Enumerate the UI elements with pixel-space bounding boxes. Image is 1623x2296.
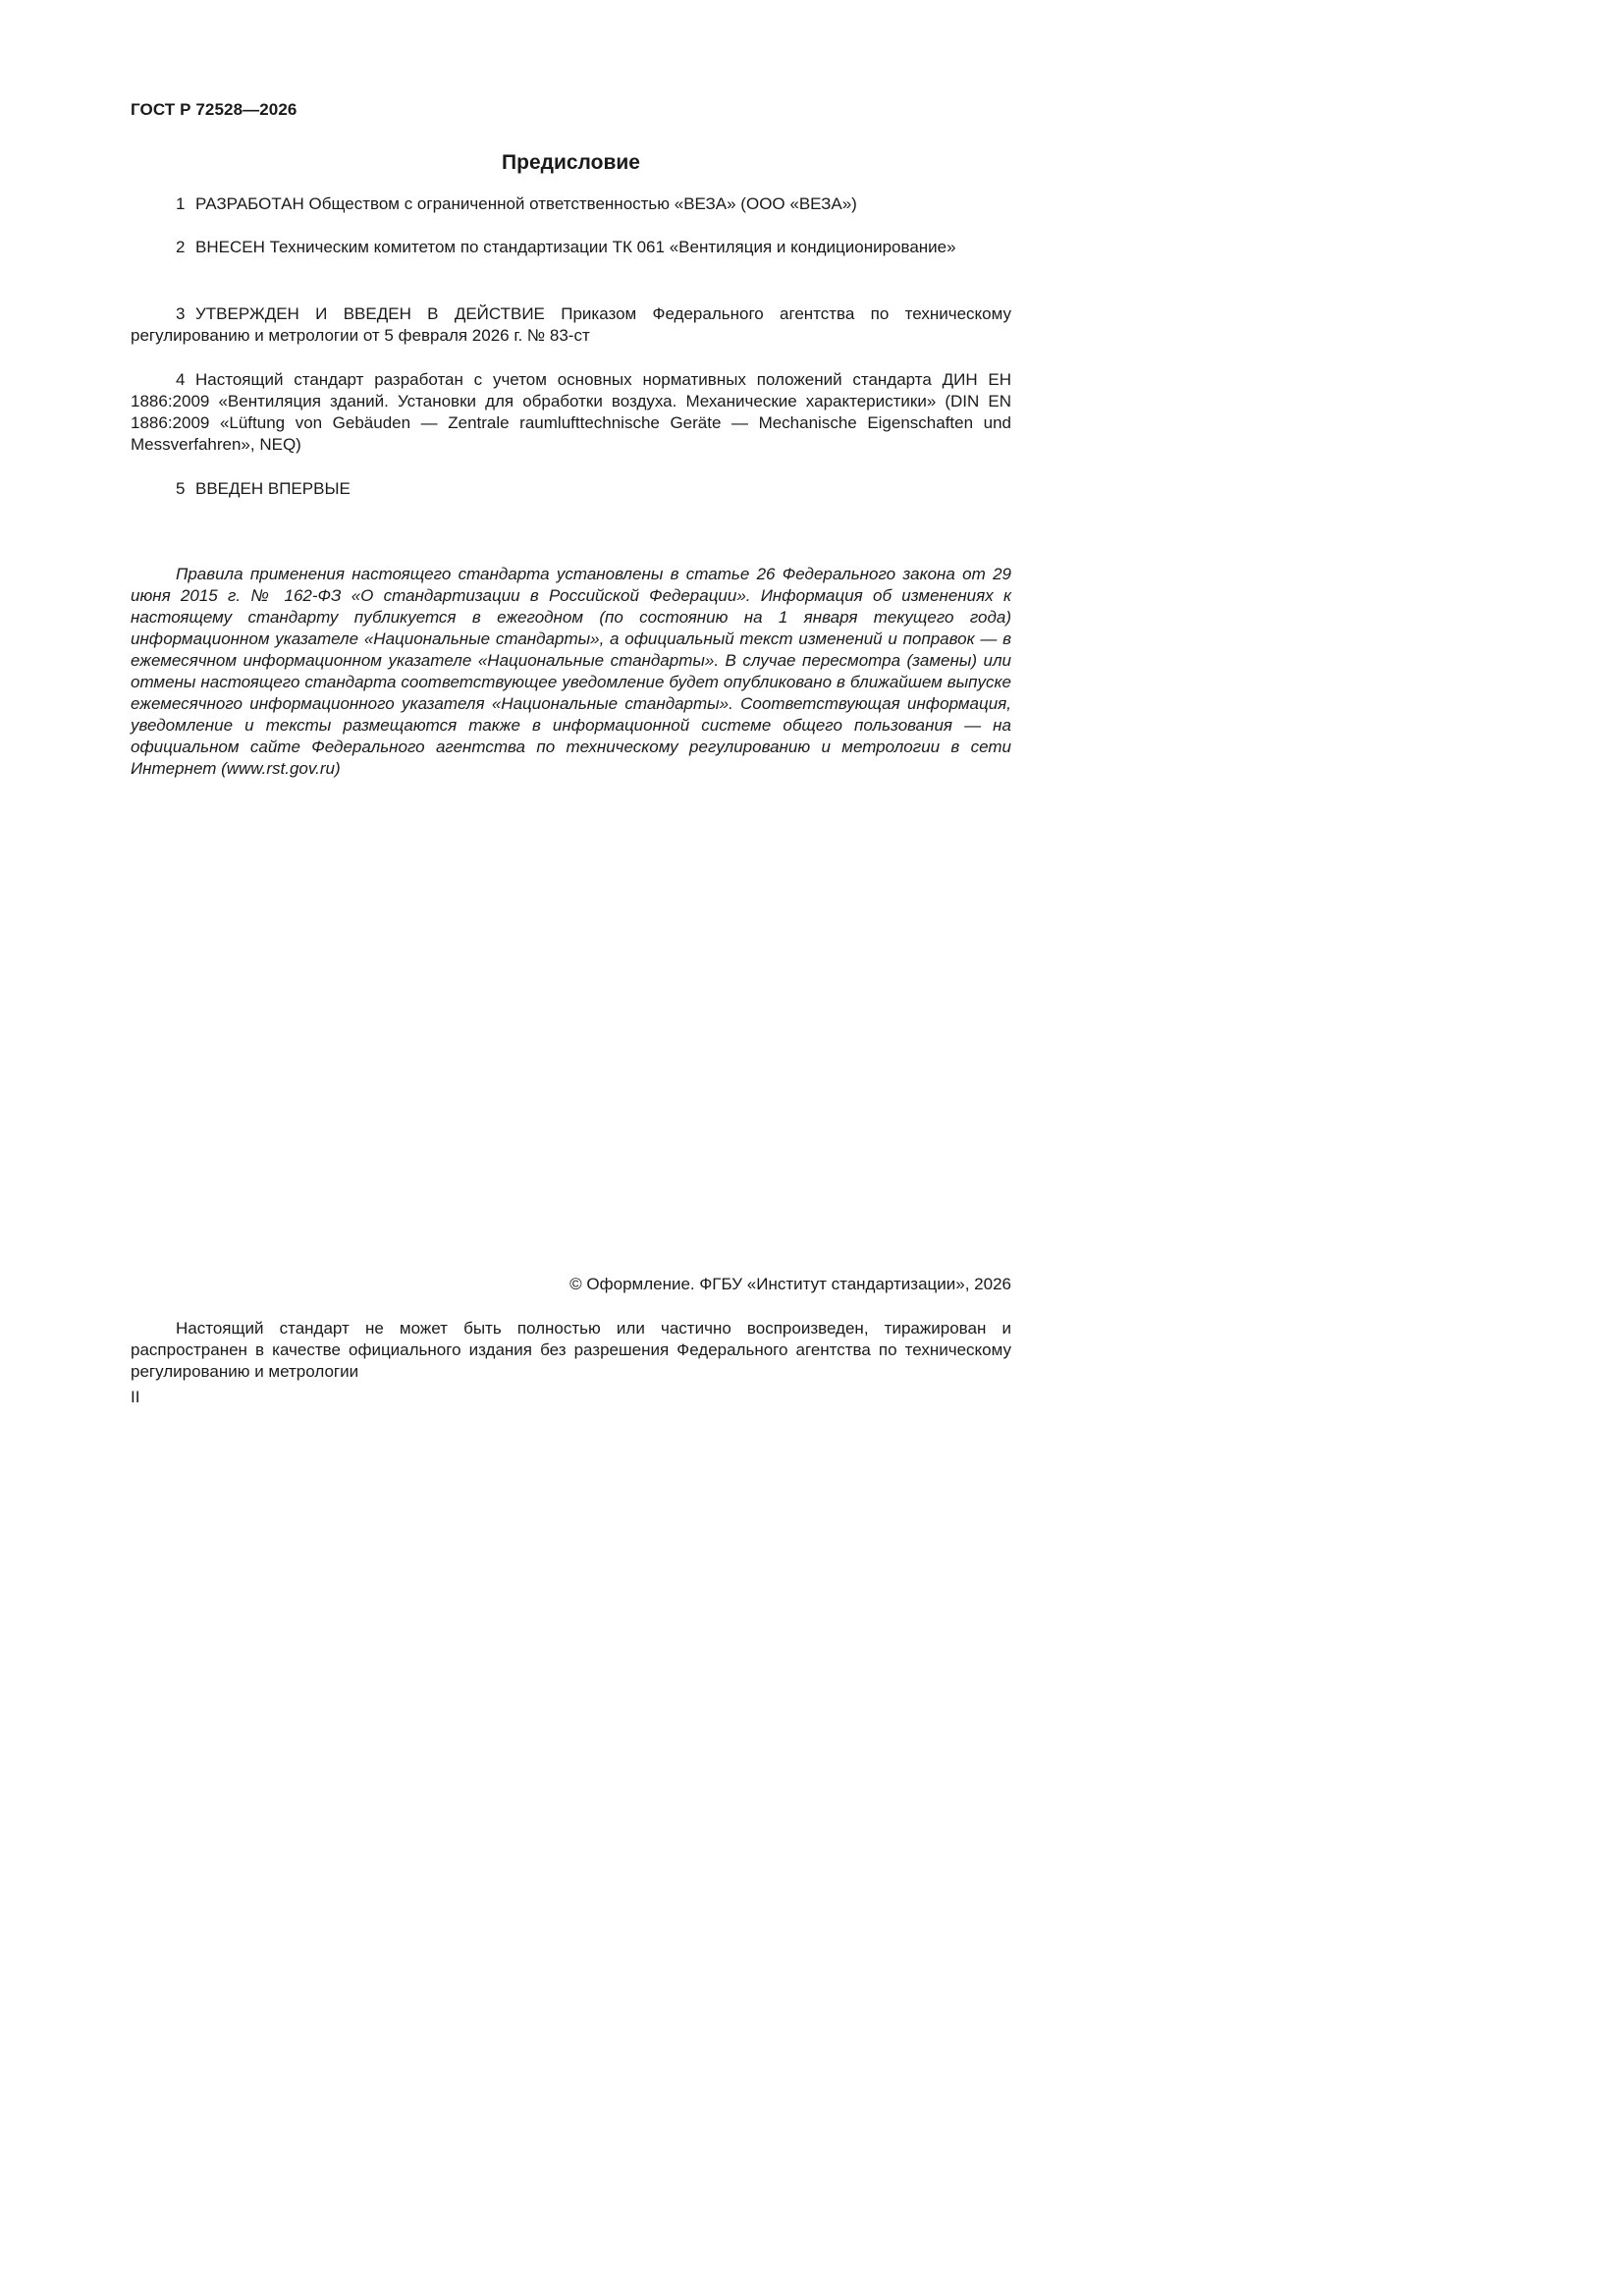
foreword-item-4 [131,369,1011,456]
item-number: 2 [176,238,186,256]
application-rules-notice: Правила применения настоящего стандарта установлены в статье 26 Федерального закона от 29 июня 2015 г. № 162-ФЗ «О стандартизации в Российской Федерации». Информация об изменениях к настоящему стандарту публикуется в ежегодном (по состоянию на 1 января текущего года) информационном указателе «Национальные стандарты», а официальный текст изменений и поправок — в ежемесячном информационном указателе «Национальные стандарты». В случае пересмотра (замены) или отмены настоящего стандарта соответствующее уведомление будет опубликовано в ближайшем выпуске ежемесячного информационного указателя «Национальные стандарты». Соответствующая информация, уведомление и тексты размещаются также в информационной системе общего пользования — на официальном сайте Федерального агентства по техническому регулированию и метрологии в сети Интернет (www.rst.gov.ru) [131,565,1011,778]
page-number: II [131,1388,140,1406]
item-number: 4 [176,370,186,389]
item-text: ВНЕСЕН Техническим комитетом по стандартизации ТК 061 «Вентиляция и кондиционирование» [195,238,956,256]
copyright-line: © Оформление. ФГБУ «Институт стандартизации», 2026 [569,1275,1011,1293]
item-text: РАЗРАБОТАН Обществом с ограниченной ответственностью «ВЕЗА» (ООО «ВЕЗА») [195,194,857,213]
foreword-item-1 [131,193,1011,215]
item-number: 5 [176,479,186,498]
document-page [0,0,1083,1532]
foreword-item-2 [131,237,1011,258]
item-text: УТВЕРЖДЕН И ВВЕДЕН В ДЕЙСТВИЕ Приказом Федерального агентства по техническому регулированию и метрологии от 5 февраля 2026 г. № 83-ст [131,304,1011,345]
document-code: ГОСТ Р 72528—2026 [131,100,298,119]
reproduction-rights-notice: Настоящий стандарт не может быть полностью или частично воспроизведен, тиражирован и распространен в качестве официального издания без разрешения Федерального агентства по техническому регулированию и метрологии [131,1319,1011,1381]
foreword-item-5 [131,478,1011,500]
item-number: 1 [176,194,186,213]
item-text: ВВЕДЕН ВПЕРВЫЕ [195,479,351,498]
item-text: Настоящий стандарт разработан с учетом основных нормативных положений стандарта ДИН ЕН 1886:2009 «Вентиляция зданий. Установки для обработки воздуха. Механические характеристики» (DIN EN 1886:2009 «Lüftung von Gebäuden — Zentrale raumlufttechnische Geräte — Mechanische Eigenschaften und Messverfahren», NEQ) [131,370,1011,454]
foreword-item-3 [131,303,1011,347]
item-number: 3 [176,304,186,323]
page-title: Предисловие [502,151,640,174]
